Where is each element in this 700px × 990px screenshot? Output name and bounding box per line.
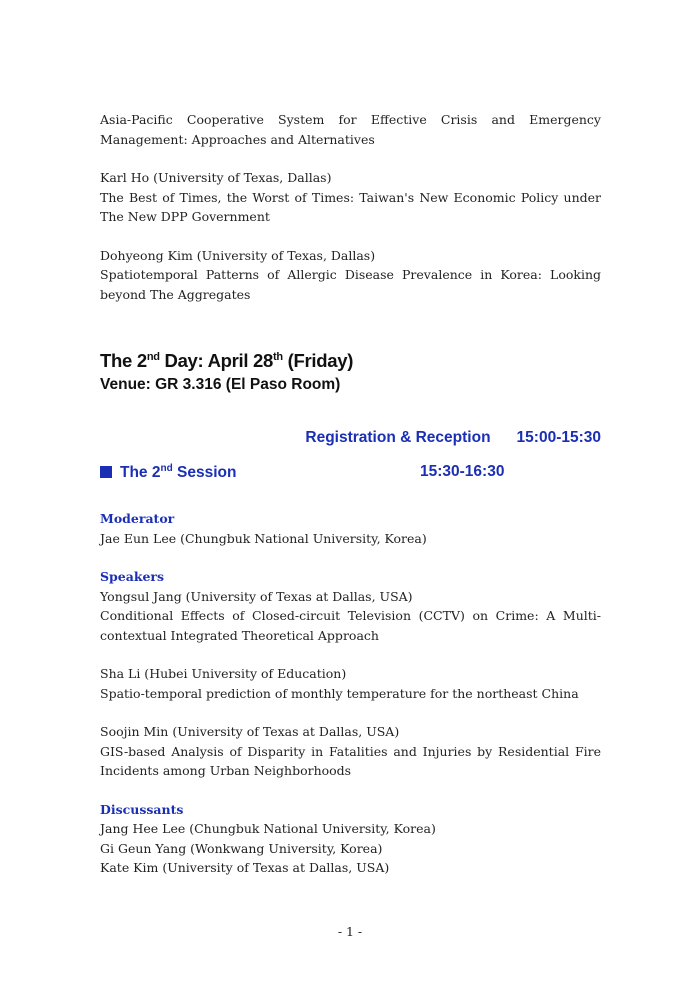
- speakers-heading: Speakers: [100, 569, 165, 584]
- session-time: 15:30-16:30: [420, 463, 505, 480]
- paper-title: Spatiotemporal Patterns of Allergic Disease Prevalence in Korea: Looking beyond The Aggregates: [100, 267, 601, 302]
- document-page: [100, 110, 601, 878]
- discussant-name: Jang Hee Lee (Chungbuk National University, Korea): [100, 821, 436, 836]
- speaker-name: Soojin Min (University of Texas at Dallas, USA): [100, 724, 400, 739]
- speaker-name: Sha Li (Hubei University of Education): [100, 666, 347, 681]
- day-heading: The 2nd Day: April 28th (Friday): [100, 350, 354, 371]
- speaker-paper-title: Spatio-temporal prediction of monthly temperature for the northeast China: [100, 685, 579, 701]
- discussants-heading: Discussants: [100, 801, 184, 817]
- paper-title: The Best of Times, the Worst of Times: Taiwan's New Economic Policy under The New DPP Government: [100, 189, 601, 224]
- registration-label: Registration & Reception: [305, 429, 491, 446]
- speaker-name: Yongsul Jang (University of Texas at Dallas, USA): [100, 588, 413, 604]
- speaker-paper-title: Conditional Effects of Closed-circuit Television (CCTV) on Crime: A Multi-contextual Integrated Theoretical Approach: [100, 608, 601, 643]
- venue-line: Venue: GR 3.316 (El Paso Room): [100, 376, 341, 393]
- registration-time: 15:00-15:30: [516, 429, 601, 446]
- registration-row: [100, 429, 601, 447]
- square-bullet-icon: [100, 466, 112, 478]
- session-heading: The 2nd Session 15:30-16:30: [100, 463, 601, 487]
- moderator-name: Jae Eun Lee (Chungbuk National University, Korea): [100, 530, 427, 546]
- paper-title: Asia-Pacific Cooperative System for Effective Crisis and Emergency Management: Approaches and Alternatives: [100, 112, 601, 147]
- page-number: - 1 -: [337, 924, 363, 939]
- author-name: Dohyeong Kim (University of Texas, Dallas): [100, 247, 376, 263]
- discussant-name: Gi Geun Yang (Wonkwang University, Korea): [100, 840, 383, 856]
- speaker-paper-title: GIS-based Analysis of Disparity in Fatalities and Injuries by Residential Fire Incidents among Urban Neighborhoods: [100, 743, 601, 778]
- author-name: Karl Ho (University of Texas, Dallas): [100, 170, 332, 185]
- moderator-heading: Moderator: [100, 511, 175, 526]
- discussant-name: Kate Kim (University of Texas at Dallas, USA): [100, 860, 390, 875]
